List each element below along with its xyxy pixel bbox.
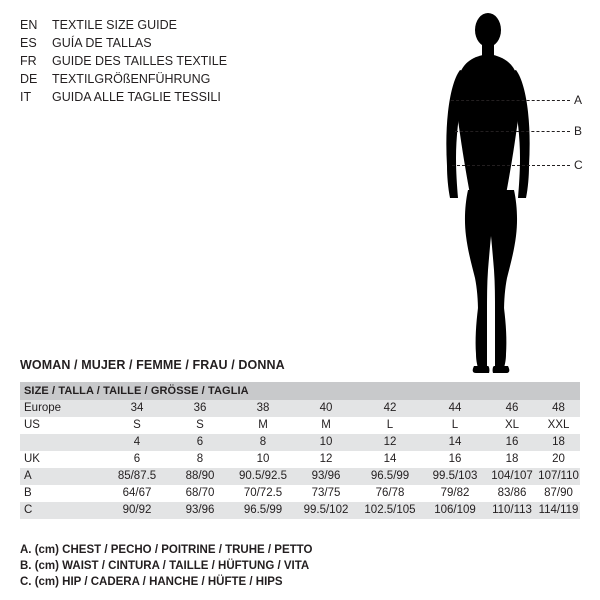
cell: 10 xyxy=(295,434,357,451)
cell: 68/70 xyxy=(169,485,231,502)
row-label: UK xyxy=(20,451,105,468)
legend-item-b: B. (cm) WAIST / CINTURA / TAILLE / HÜFTUNG / VITA xyxy=(20,560,310,572)
table-row xyxy=(20,485,580,502)
table-row xyxy=(20,434,580,451)
cell: 42 xyxy=(357,400,423,417)
cell: 12 xyxy=(295,451,357,468)
measure-line-a xyxy=(451,100,570,101)
table-header-row xyxy=(20,382,580,400)
language-title: TEXTILE SIZE GUIDE xyxy=(52,18,178,32)
table-row xyxy=(20,400,580,417)
cell: 18 xyxy=(537,434,580,451)
language-code: IT xyxy=(20,90,32,104)
cell: S xyxy=(169,417,231,434)
female-silhouette-icon xyxy=(430,8,590,378)
cell: L xyxy=(423,417,487,434)
measure-label-c: C xyxy=(574,158,583,172)
language-row xyxy=(20,16,320,34)
cell: 90.5/92.5 xyxy=(231,468,295,485)
row-label: A xyxy=(20,468,105,485)
cell: XXL xyxy=(537,417,580,434)
cell: 48 xyxy=(537,400,580,417)
cell: 88/90 xyxy=(169,468,231,485)
row-label: US xyxy=(20,417,105,434)
table-header-label: SIZE / TALLA / TAILLE / GRÖSSE / TAGLIA xyxy=(20,382,580,400)
language-row xyxy=(20,34,320,52)
measure-line-c xyxy=(452,165,570,166)
cell: 38 xyxy=(231,400,295,417)
cell: 93/96 xyxy=(169,502,231,519)
cell: 64/67 xyxy=(105,485,169,502)
language-code: EN xyxy=(20,18,38,32)
size-table-container xyxy=(20,382,580,519)
cell: 34 xyxy=(105,400,169,417)
cell: 87/90 xyxy=(537,485,580,502)
table-row xyxy=(20,468,580,485)
cell: 76/78 xyxy=(357,485,423,502)
cell: 8 xyxy=(231,434,295,451)
measure-line-b xyxy=(455,131,570,132)
row-label xyxy=(20,434,105,451)
language-row xyxy=(20,88,320,106)
language-row xyxy=(20,52,320,70)
cell: 40 xyxy=(295,400,357,417)
cell: 99.5/102 xyxy=(295,502,357,519)
cell: 83/86 xyxy=(487,485,537,502)
cell: 85/87.5 xyxy=(105,468,169,485)
cell: 96.5/99 xyxy=(231,502,295,519)
legend-item-a: A. (cm) CHEST / PECHO / POITRINE / TRUHE / PETTO xyxy=(20,544,313,556)
cell: M xyxy=(295,417,357,434)
row-label: C xyxy=(20,502,105,519)
measure-label-a: A xyxy=(574,93,583,107)
language-code: FR xyxy=(20,54,37,68)
cell: 6 xyxy=(105,451,169,468)
cell: 16 xyxy=(423,451,487,468)
table-row xyxy=(20,502,580,519)
language-title: GUIDA ALLE TAGLIE TESSILI xyxy=(52,90,221,104)
cell: 79/82 xyxy=(423,485,487,502)
cell: 16 xyxy=(487,434,537,451)
cell: 18 xyxy=(487,451,537,468)
language-row xyxy=(20,70,320,88)
cell: 102.5/105 xyxy=(357,502,423,519)
cell: 20 xyxy=(537,451,580,468)
table-row xyxy=(20,417,580,434)
cell: 114/119 xyxy=(537,502,580,519)
row-label: Europe xyxy=(20,400,105,417)
language-title: GUÍA DE TALLAS xyxy=(52,36,152,50)
language-code: ES xyxy=(20,36,37,50)
cell: 104/107 xyxy=(487,468,537,485)
cell: M xyxy=(231,417,295,434)
size-table xyxy=(20,382,580,519)
language-title: GUIDE DES TAILLES TEXTILE xyxy=(52,54,228,68)
cell: 14 xyxy=(357,451,423,468)
cell: 96.5/99 xyxy=(357,468,423,485)
cell: 93/96 xyxy=(295,468,357,485)
cell: 110/113 xyxy=(487,502,537,519)
cell: 12 xyxy=(357,434,423,451)
cell: 106/109 xyxy=(423,502,487,519)
cell: XL xyxy=(487,417,537,434)
cell: 14 xyxy=(423,434,487,451)
cell: 70/72.5 xyxy=(231,485,295,502)
cell: 8 xyxy=(169,451,231,468)
cell: 10 xyxy=(231,451,295,468)
woman-section-heading: WOMAN / MUJER / FEMME / FRAU / DONNA xyxy=(20,358,285,372)
table-row xyxy=(20,451,580,468)
cell: 46 xyxy=(487,400,537,417)
cell: 90/92 xyxy=(105,502,169,519)
row-label: B xyxy=(20,485,105,502)
cell: S xyxy=(105,417,169,434)
cell: 73/75 xyxy=(295,485,357,502)
cell: L xyxy=(357,417,423,434)
female-body-figure xyxy=(430,8,590,378)
measure-label-b: B xyxy=(574,124,583,138)
cell: 107/110 xyxy=(537,468,580,485)
cell: 36 xyxy=(169,400,231,417)
legend-item-c: C. (cm) HIP / CADERA / HANCHE / HÜFTE / HIPS xyxy=(20,576,283,588)
measurement-legend xyxy=(20,542,580,590)
cell: 6 xyxy=(169,434,231,451)
cell: 4 xyxy=(105,434,169,451)
language-title: TEXTILGRÖßENFÜHRUNG xyxy=(52,72,211,86)
language-title-list xyxy=(20,16,320,106)
cell: 44 xyxy=(423,400,487,417)
language-code: DE xyxy=(20,72,38,86)
cell: 99.5/103 xyxy=(423,468,487,485)
